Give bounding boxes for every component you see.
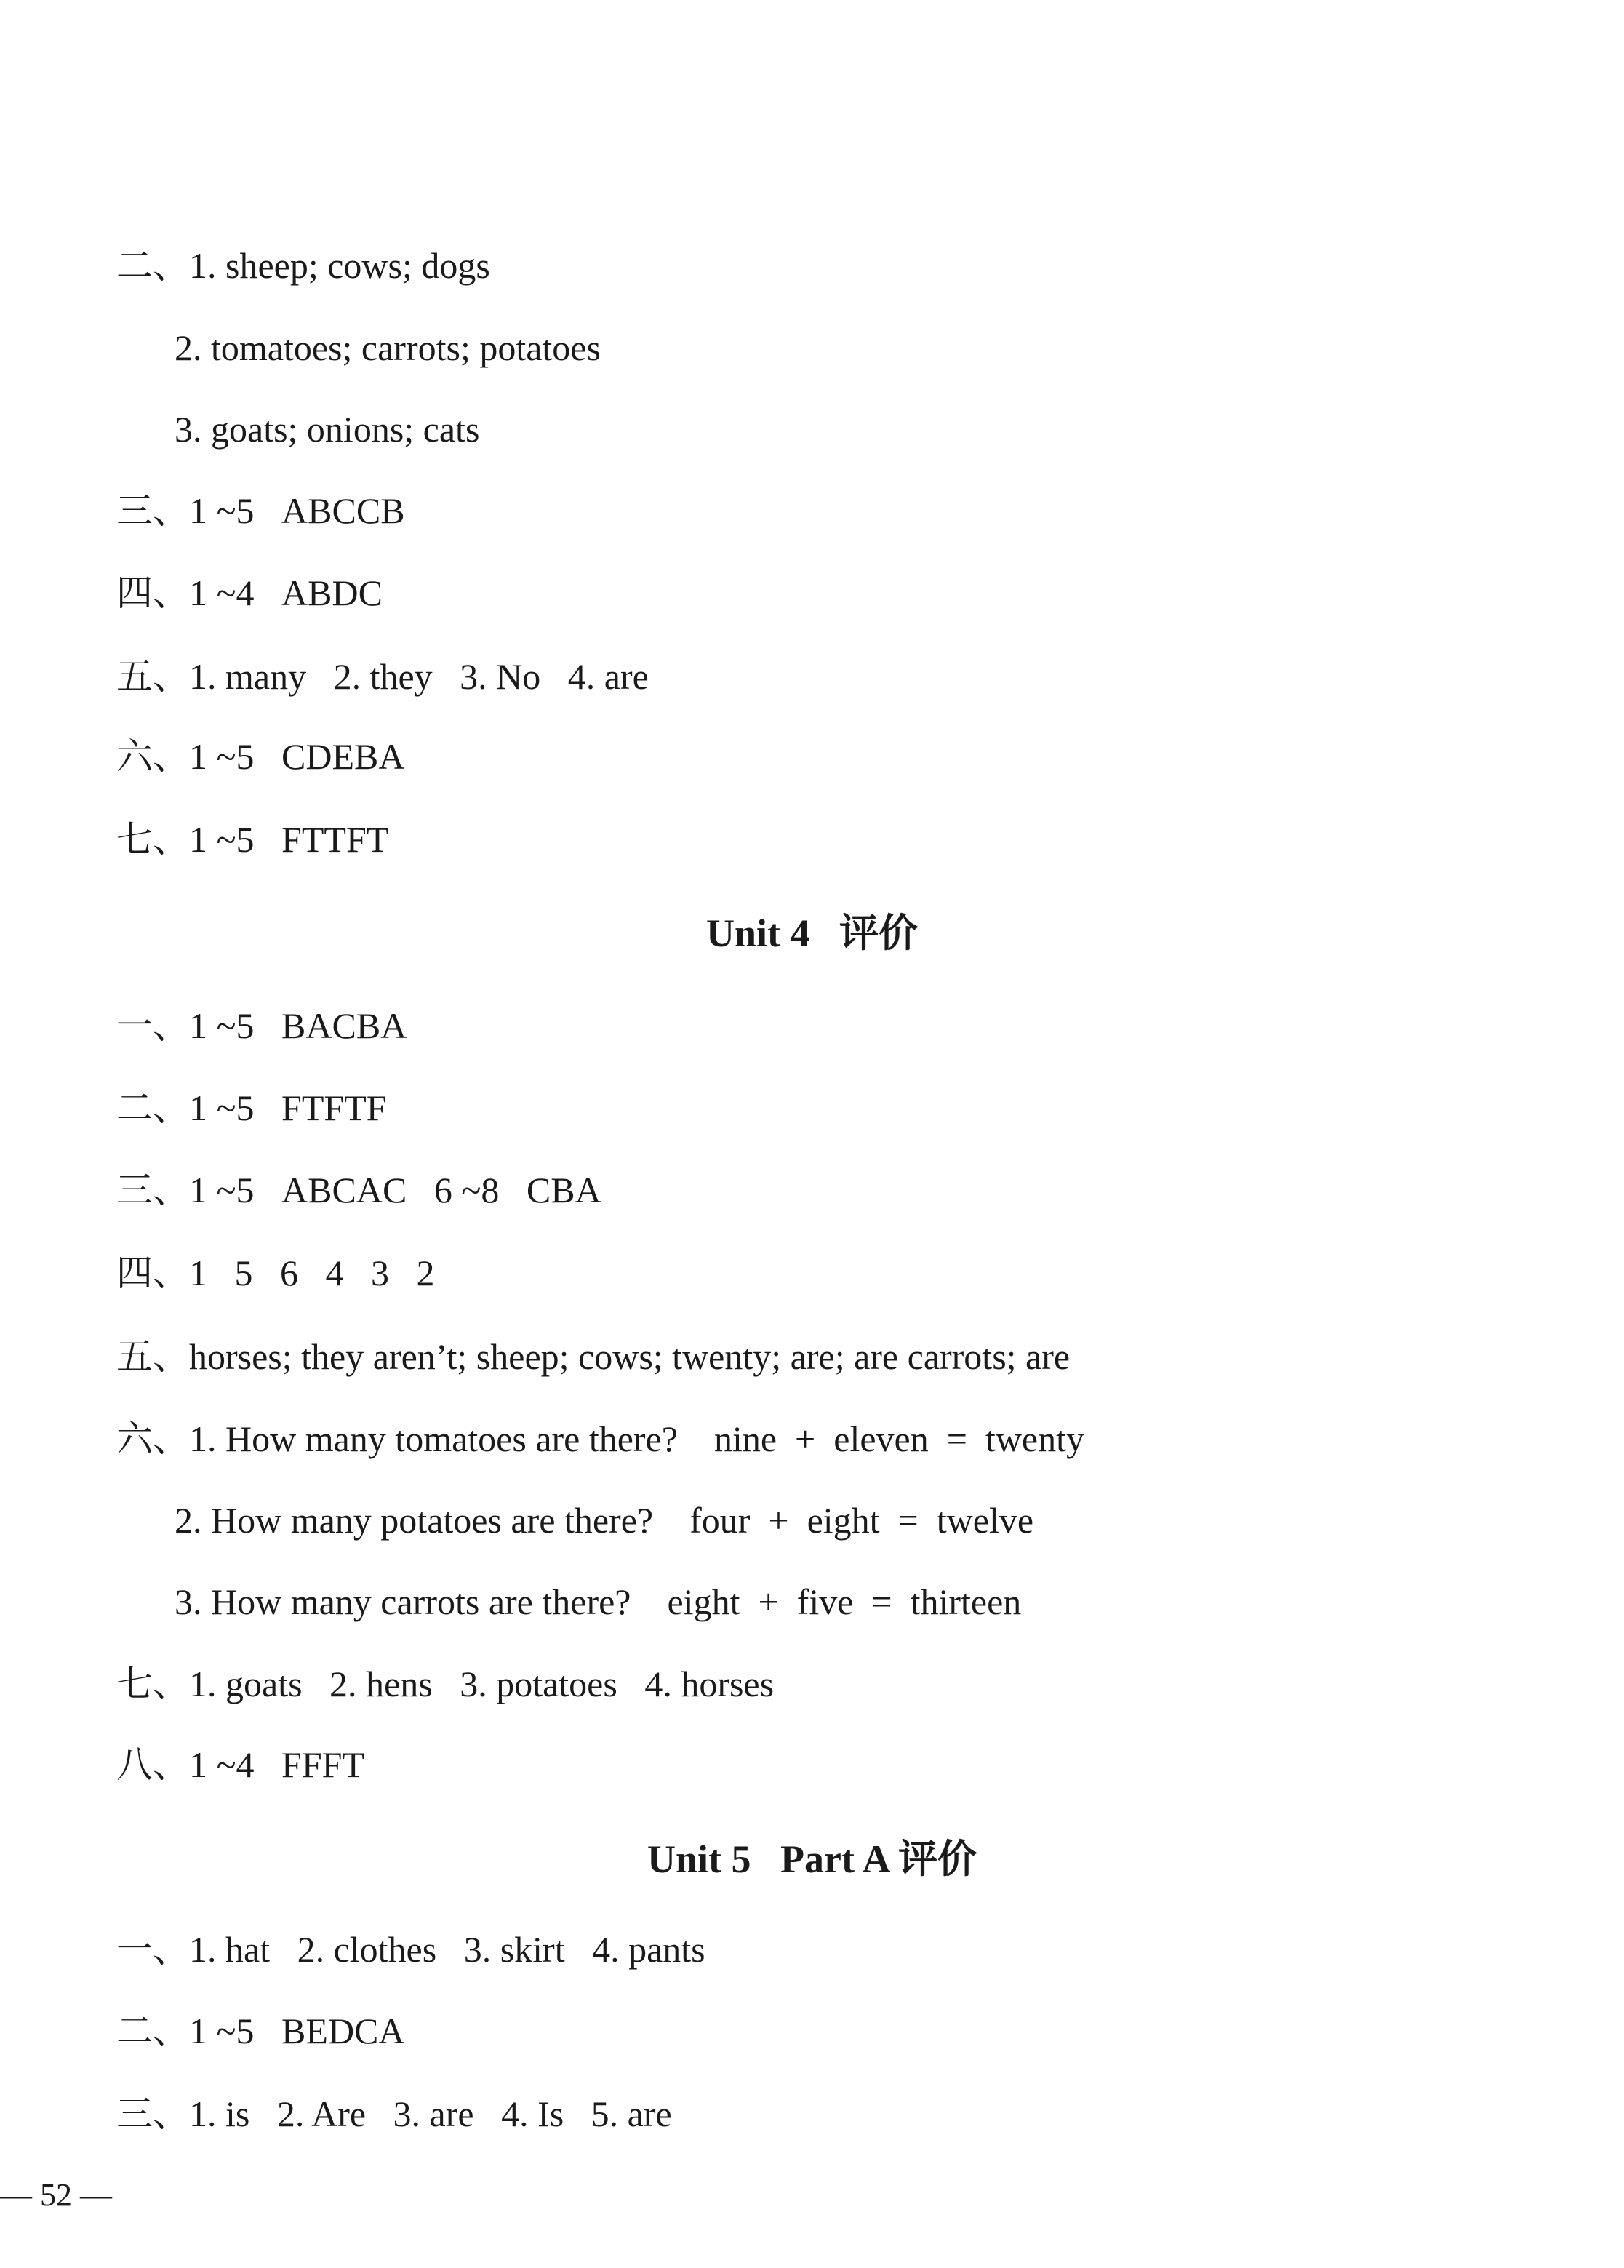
answer-line: 二、1. sheep; cows; dogs xyxy=(116,245,490,286)
answer-line: 五、1. many 2. they 3. No 4. are xyxy=(116,656,649,697)
answer-line: 六、1. How many tomatoes are there? nine + eleven = twenty xyxy=(116,1418,1085,1459)
answer-line: 六、1 ~5 CDEBA xyxy=(116,736,405,777)
answer-line: 3. goats; onions; cats xyxy=(175,409,480,450)
answer-line: 三、1. is 2. Are 3. are 4. Is 5. are xyxy=(116,2093,672,2134)
answer-line: 2. tomatoes; carrots; potatoes xyxy=(175,327,601,368)
answer-line: 3. How many carrots are there? eight + five = thirteen xyxy=(175,1581,1022,1622)
section-heading-unit5: Unit 5 Part A 评价 xyxy=(647,1837,977,1881)
answer-line: 二、1 ~5 BEDCA xyxy=(116,2011,405,2051)
answer-line: 八、1 ~4 FFFT xyxy=(116,1744,365,1785)
page-number: — 52 — xyxy=(0,2177,112,2213)
answer-line: 三、1 ~5 ABCAC 6 ~8 CBA xyxy=(116,1170,601,1210)
answer-line: 一、1 ~5 BACBA xyxy=(116,1005,407,1046)
section-heading-unit4: Unit 4 评价 xyxy=(705,911,918,955)
answer-line: 四、1 ~4 ABDC xyxy=(116,572,383,613)
answer-line: 四、1 5 6 4 3 2 xyxy=(116,1253,435,1293)
answer-line: 五、horses; they aren’t; sheep; cows; twenty; are; are carrots; are xyxy=(116,1336,1071,1377)
answer-line: 一、1. hat 2. clothes 3. skirt 4. pants xyxy=(116,1929,705,1970)
answer-line: 七、1 ~5 FTTFT xyxy=(116,819,389,860)
answer-line: 七、1. goats 2. hens 3. potatoes 4. horses xyxy=(116,1664,775,1704)
answer-line: 二、1 ~5 FTFTF xyxy=(116,1087,387,1128)
answer-line: 2. How many potatoes are there? four + eight = twelve xyxy=(175,1500,1034,1541)
answer-line: 三、1 ~5 ABCCB xyxy=(116,490,405,531)
